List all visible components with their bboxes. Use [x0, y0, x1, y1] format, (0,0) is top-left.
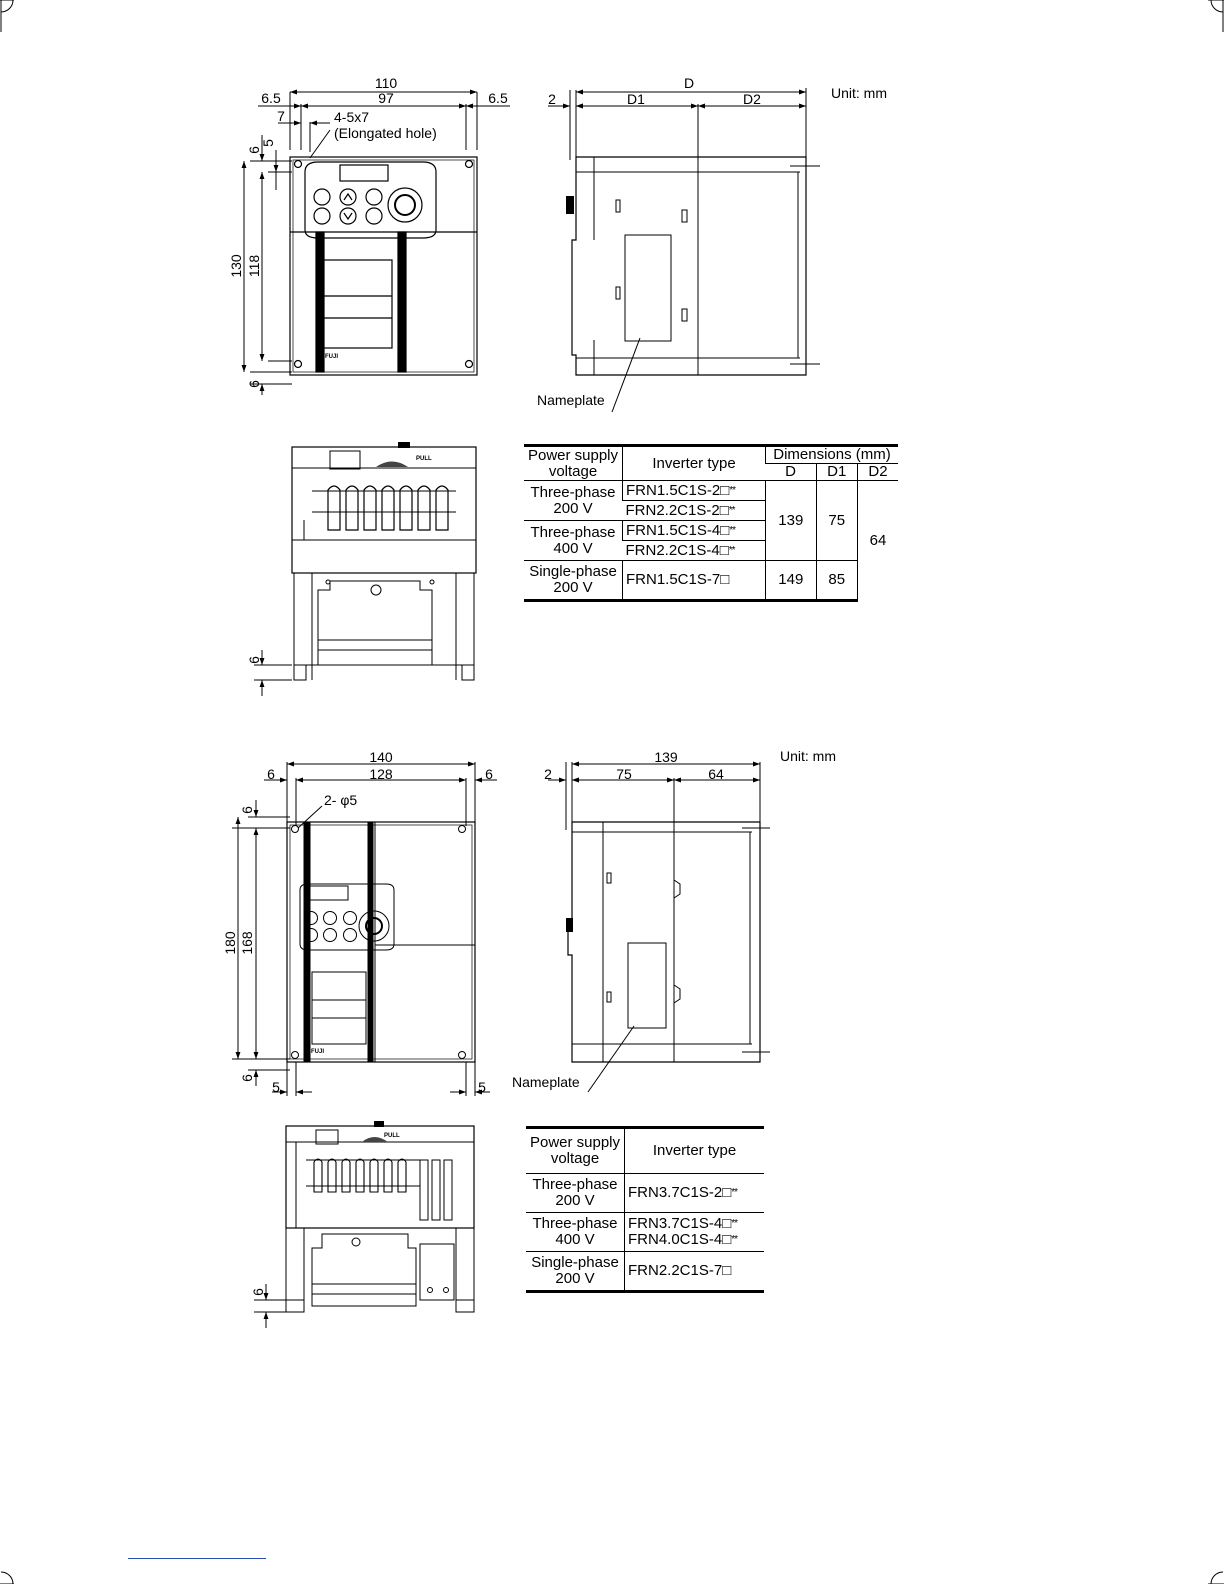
- dim-margin-right-2: 6: [485, 766, 493, 782]
- dim-d-2: 139: [654, 749, 678, 765]
- dim-margin-left: 6.5: [261, 90, 281, 106]
- unit-label-1: Unit: mm: [831, 85, 887, 101]
- hole-note-label: (Elongated hole): [334, 125, 437, 141]
- d-value-2: 149: [766, 561, 817, 601]
- inverter-type-table: [526, 1126, 764, 1293]
- dim-side-offset: 2: [548, 91, 556, 107]
- header-dimensions: Dimensions (mm): [766, 446, 899, 464]
- table-row: FRN2.2C1S-4□**: [623, 541, 766, 561]
- dim-height-total-2: 180: [222, 931, 238, 955]
- brand-label-2: FUJI: [311, 1049, 325, 1055]
- dim-d2-2: 64: [708, 766, 724, 782]
- hole-spec-label-2: 2- φ5: [324, 792, 358, 808]
- unit-label-2: Unit: mm: [780, 748, 836, 764]
- dim-width-inner: 97: [378, 90, 394, 106]
- dim-d1-2: 75: [616, 766, 632, 782]
- header-voltage-2: Power supply voltage: [526, 1128, 625, 1174]
- table-row: FRN3.7C1S-2□**: [625, 1174, 765, 1213]
- voltage-single-phase-200-2: Single-phase 200 V: [526, 1252, 625, 1292]
- header-d: D: [766, 464, 817, 481]
- voltage-three-phase-200-2: Three-phase 200 V: [526, 1174, 625, 1213]
- d-value-1: 139: [766, 481, 817, 561]
- dim-height-inner: 118: [246, 254, 262, 278]
- pull-label-1: PULL: [416, 456, 432, 462]
- nameplate-label-2: Nameplate: [512, 1074, 580, 1090]
- nameplate-label-1: Nameplate: [537, 392, 605, 408]
- d2-value: 64: [857, 481, 898, 601]
- table-row: FRN3.7C1S-4□** FRN4.0C1S-4□**: [625, 1213, 765, 1252]
- footer-rule: [128, 1558, 266, 1559]
- dim-bottom-right-5: 5: [478, 1079, 486, 1095]
- dim-hole-offset: 7: [277, 108, 285, 124]
- dim-width-inner-2: 128: [369, 766, 393, 782]
- table-row: FRN2.2C1S-7□: [625, 1252, 765, 1292]
- voltage-three-phase-200: Three-phase 200 V: [530, 483, 616, 517]
- brand-label: FUJI: [325, 354, 339, 360]
- hole-spec-label: 4-5x7: [334, 109, 370, 125]
- dim-bottom-view-6: 6: [246, 656, 262, 664]
- dim-side-offset-2: 2: [544, 766, 552, 782]
- dim-bottom-6-2: 6: [239, 1074, 255, 1082]
- header-inverter-type-2: Inverter type: [625, 1128, 765, 1174]
- dim-bottom-6: 6: [246, 380, 262, 388]
- header-inverter-type: Inverter type: [623, 446, 766, 481]
- d1-value-2: 85: [816, 561, 857, 601]
- registration-mark-bottom-right: [1208, 1572, 1224, 1584]
- dim-top-6-2: 6: [239, 806, 255, 814]
- dim-bottom-view-6-2: 6: [250, 1288, 266, 1296]
- dim-bottom-left-5: 5: [272, 1079, 280, 1095]
- dim-d: D: [683, 75, 695, 91]
- dim-top-5: 5: [260, 139, 276, 147]
- figure1-bottom-view: [246, 442, 476, 696]
- table-row: FRN1.5C1S-2□**: [623, 481, 766, 501]
- voltage-single-phase-200: Single-phase 200 V: [524, 561, 623, 601]
- dim-margin-left-2: 6: [267, 766, 275, 782]
- dim-height-total: 130: [228, 254, 244, 278]
- dim-width-total: 110: [374, 75, 398, 91]
- registration-mark-bottom-left: [0, 1572, 14, 1584]
- table-row: FRN1.5C1S-7□: [623, 561, 766, 601]
- voltage-three-phase-400-2: Three-phase 400 V: [526, 1213, 625, 1252]
- voltage-three-phase-400: Three-phase 400 V: [524, 521, 623, 561]
- d1-value-1: 75: [816, 481, 857, 561]
- registration-mark-right: [1208, 0, 1224, 32]
- figure2-front-view: [222, 749, 497, 1096]
- dim-d2: D2: [743, 91, 761, 107]
- dim-d1: D1: [627, 91, 645, 107]
- dim-height-inner-2: 168: [239, 931, 255, 955]
- pull-label-2: PULL: [384, 1133, 400, 1139]
- registration-mark-left: [0, 0, 14, 32]
- table-row: FRN2.2C1S-2□**: [623, 501, 766, 521]
- header-d1: D1: [816, 464, 857, 481]
- header-voltage: Power supply voltage: [524, 446, 623, 481]
- dim-margin-right: 6.5: [488, 90, 508, 106]
- figure2-side-view: [512, 748, 836, 1092]
- dim-top-6: 6: [246, 146, 262, 154]
- header-d2: D2: [857, 464, 898, 481]
- figure1-front-view: [228, 75, 510, 395]
- figure1-side-view: [537, 75, 887, 412]
- dim-width-total-2: 140: [369, 749, 393, 765]
- inverter-dimensions-table: [524, 444, 898, 602]
- table-row: FRN1.5C1S-4□**: [623, 521, 766, 541]
- figure2-bottom-view: [250, 1121, 474, 1328]
